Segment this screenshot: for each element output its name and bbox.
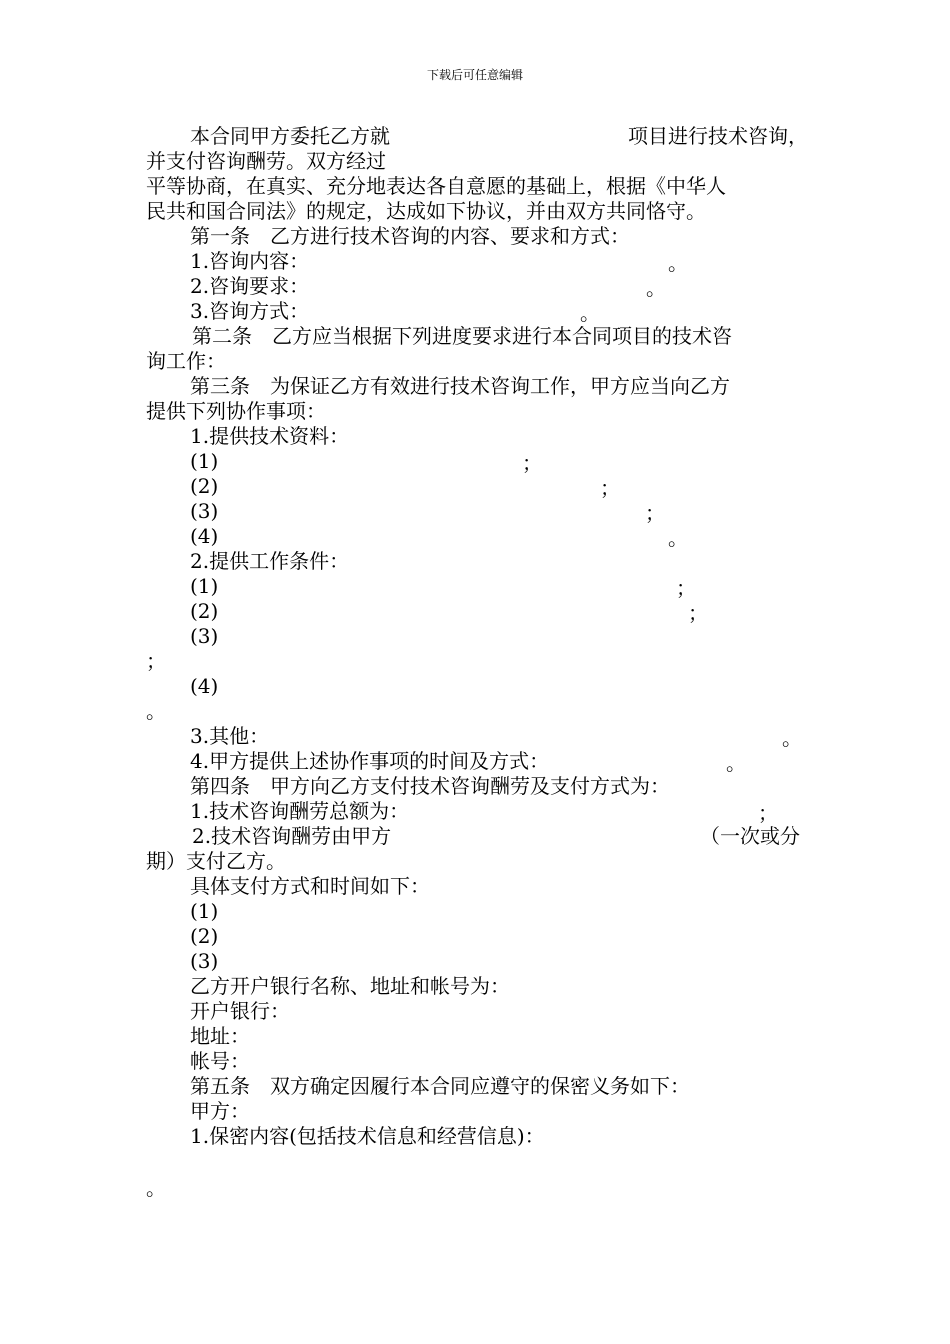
list-number: (2) [190, 599, 219, 623]
semicolon-mark: ； [645, 501, 665, 525]
confidential-content: 1.保密内容(包括技术信息和经营信息)： [190, 1124, 545, 1148]
article-3-line-2: 提供下列协作事项： [146, 399, 326, 423]
period-mark: 。 [668, 526, 688, 550]
list-number: (1) [190, 449, 219, 473]
party-a-label: 甲方： [190, 1099, 250, 1123]
period-mark: 。 [782, 726, 802, 750]
period-mark: 。 [146, 699, 166, 723]
article-3-line-1: 第三条 为保证乙方有效进行技术咨询工作，甲方应当向乙方 [190, 374, 730, 398]
list-number: (1) [190, 899, 219, 923]
consult-content: 1.咨询内容： [190, 249, 310, 273]
semicolon-mark: ； [600, 476, 620, 500]
semicolon-mark: ； [688, 601, 708, 625]
fee-payment-a: 2.技术咨询酬劳由甲方 [192, 824, 392, 848]
article-2-line-1: 第二条 乙方应当根据下列进度要求进行本合同项目的技术咨 [192, 324, 732, 348]
semicolon-mark: ； [758, 801, 778, 825]
address-label: 地址： [190, 1024, 250, 1048]
article-5-title: 第五条 双方确定因履行本合同应遵守的保密义务如下： [190, 1074, 690, 1098]
article-1-title: 第一条 乙方进行技术咨询的内容、要求和方式： [190, 224, 630, 248]
semicolon-mark: ； [522, 451, 542, 475]
intro-line-4: 民共和国合同法》的规定，达成如下协议，并由双方共同恪守。 [146, 199, 706, 223]
other-items: 3.其他： [190, 724, 270, 748]
list-number: (2) [190, 924, 219, 948]
account-label: 帐号： [190, 1049, 250, 1073]
intro-line-3: 平等协商，在真实、充分地表达各自意愿的基础上，根据《中华人 [146, 174, 726, 198]
header-note: 下载后可任意编辑 [426, 68, 523, 82]
provide-work-conditions: 2.提供工作条件： [190, 549, 350, 573]
period-mark: 。 [580, 301, 600, 325]
cooperation-time-method: 4.甲方提供上述协作事项的时间及方式： [190, 749, 550, 773]
intro-line-1a: 本合同甲方委托乙方就 [190, 124, 390, 148]
intro-line-2: 并支付咨询酬劳。双方经过 [146, 149, 386, 173]
period-mark: 。 [146, 1176, 166, 1200]
list-number: (4) [190, 524, 219, 548]
semicolon-mark: ； [146, 649, 166, 673]
period-mark: 。 [668, 251, 688, 275]
period-mark: 。 [646, 276, 666, 300]
fee-payment-b: （一次或分 [700, 824, 800, 848]
fee-payment-c: 期）支付乙方。 [146, 849, 286, 873]
provide-tech-materials: 1.提供技术资料： [190, 424, 350, 448]
payment-details-label: 具体支付方式和时间如下： [190, 874, 430, 898]
consult-method: 3.咨询方式： [190, 299, 310, 323]
article-4-title: 第四条 甲方向乙方支付技术咨询酬劳及支付方式为： [190, 774, 670, 798]
list-number: (3) [190, 949, 219, 973]
consult-requirement: 2.咨询要求： [190, 274, 310, 298]
intro-line-1b: 项目进行技术咨询， [628, 124, 808, 148]
list-number: (3) [190, 624, 219, 648]
list-number: (3) [190, 499, 219, 523]
semicolon-mark: ； [676, 576, 696, 600]
list-number: (2) [190, 474, 219, 498]
bank-info-label: 乙方开户银行名称、地址和帐号为： [190, 974, 510, 998]
article-2-line-2: 询工作： [146, 349, 226, 373]
bank-name-label: 开户银行： [190, 999, 290, 1023]
list-number: (1) [190, 574, 219, 598]
period-mark: 。 [726, 751, 746, 775]
total-fee: 1.技术咨询酬劳总额为： [190, 799, 410, 823]
list-number: (4) [190, 674, 219, 698]
